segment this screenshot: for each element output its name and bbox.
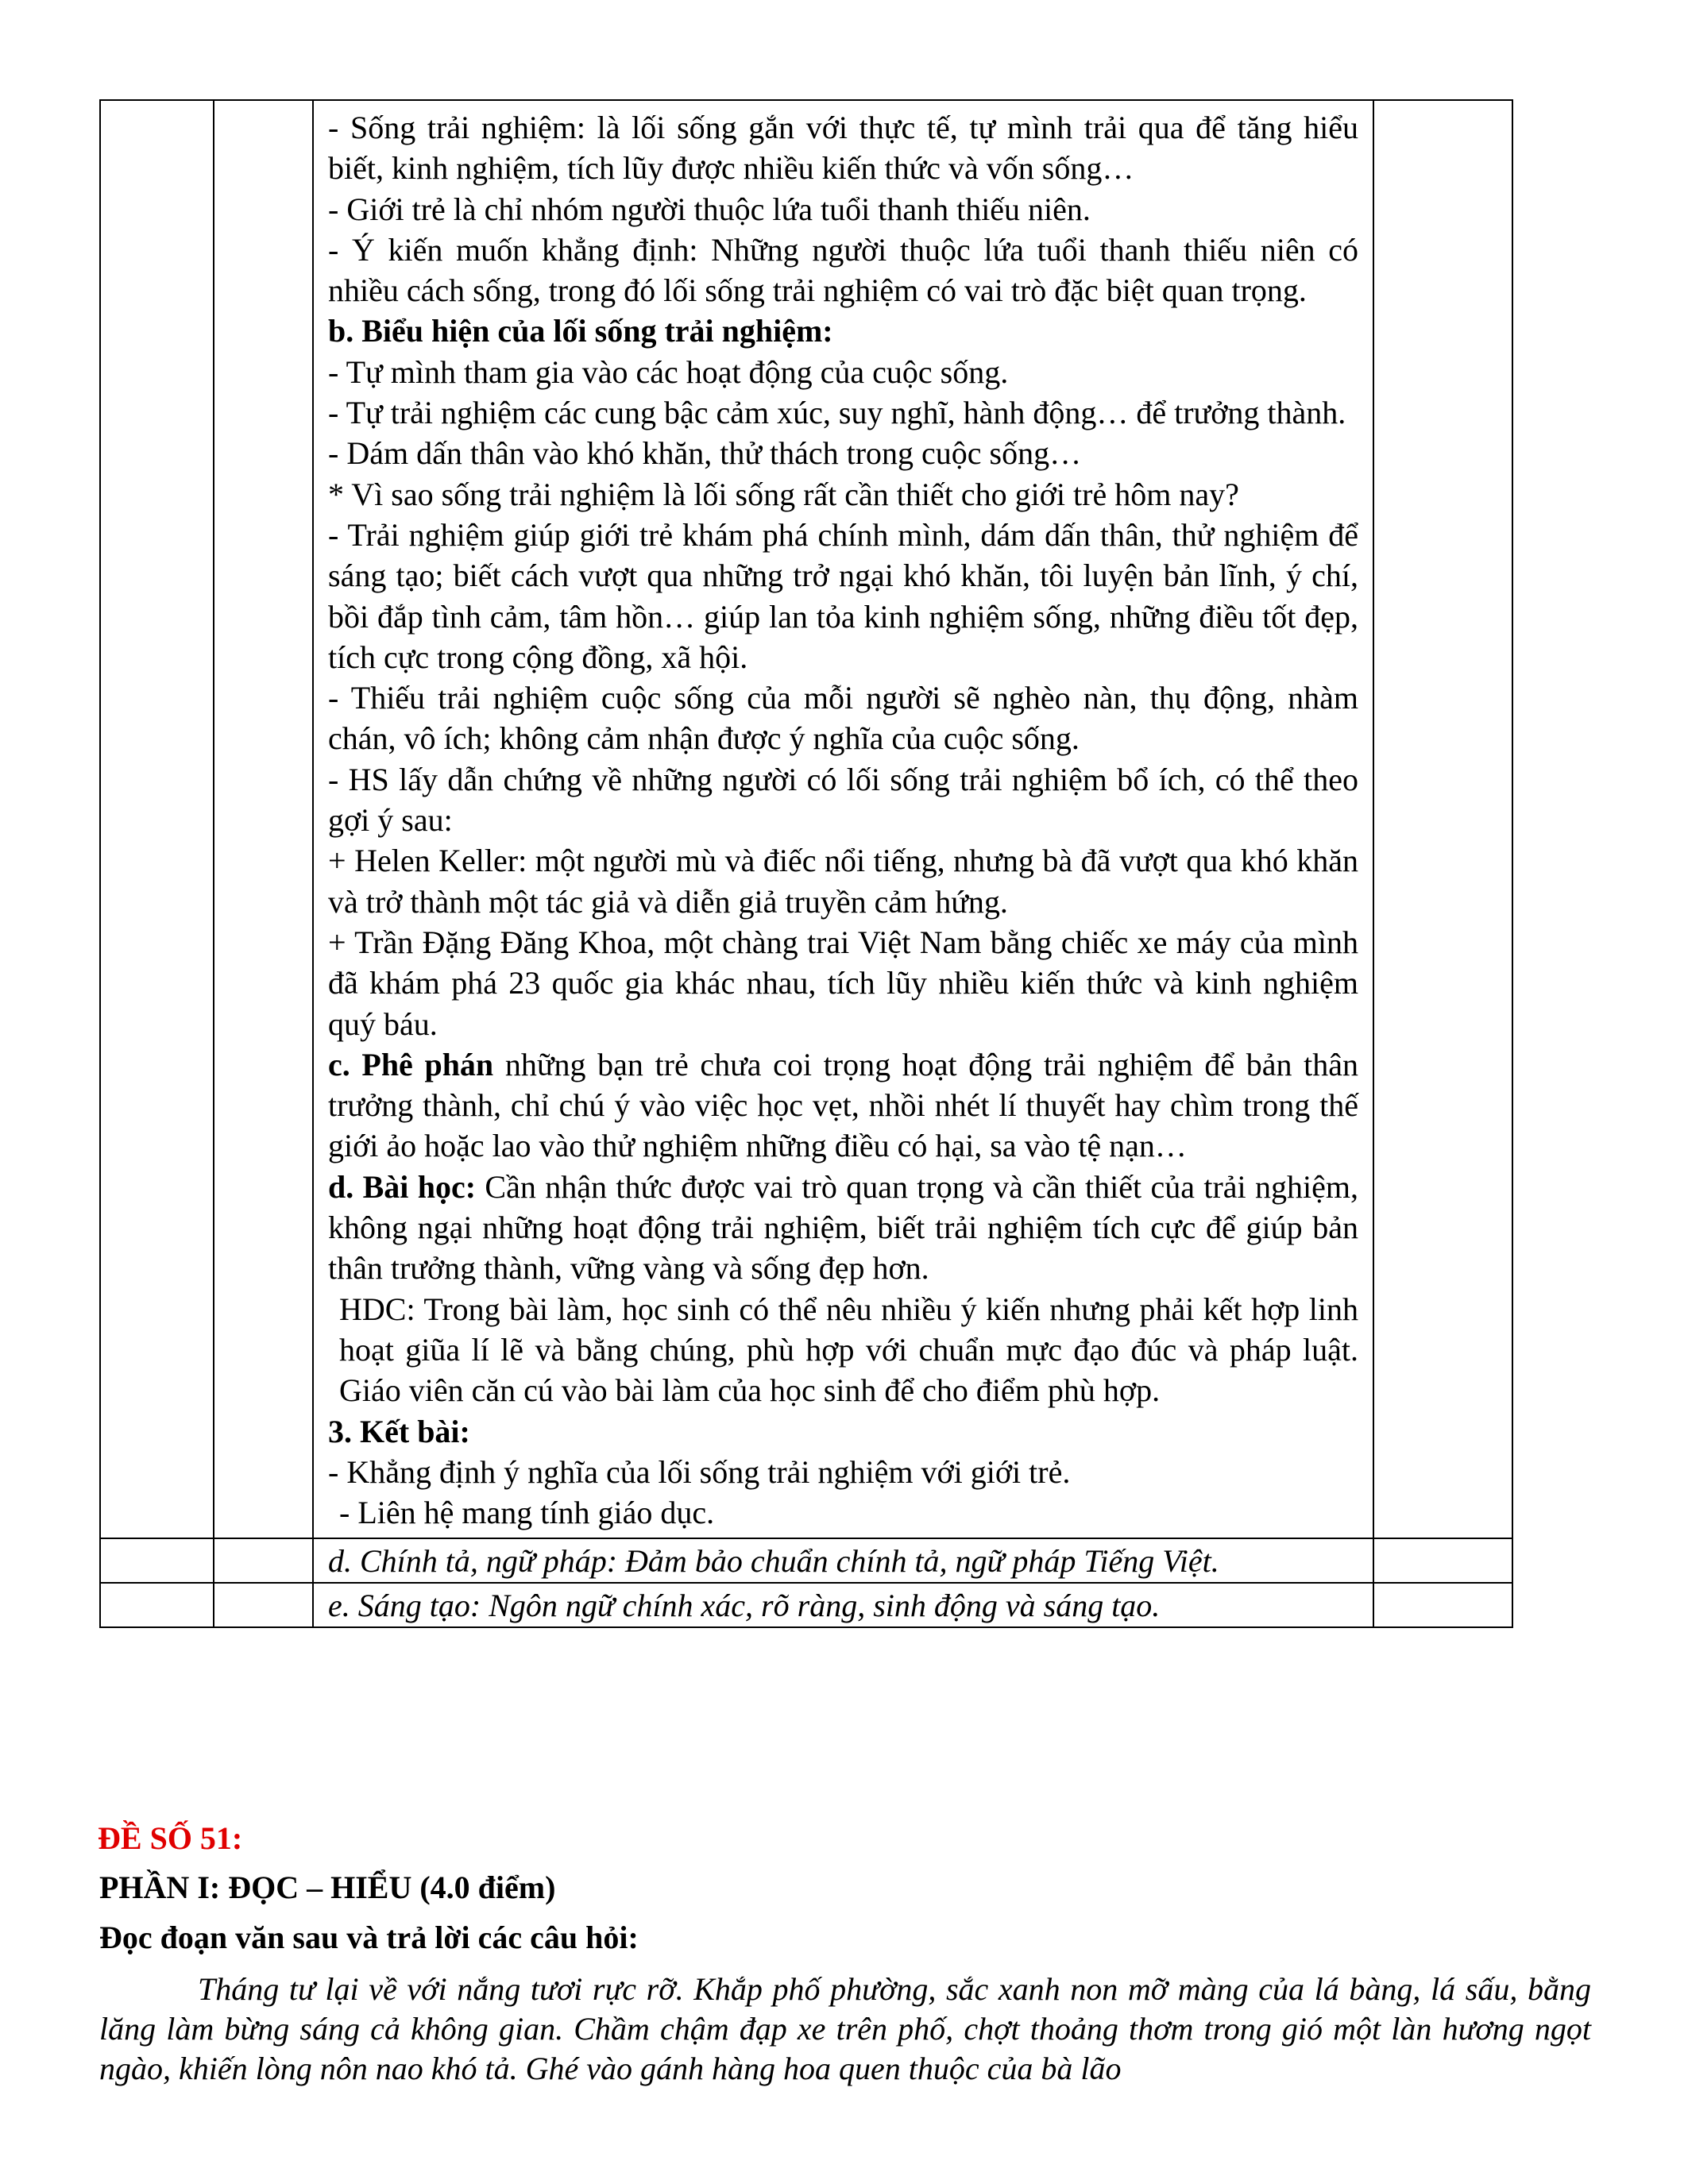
content-line — [328, 1411, 1358, 1452]
content-line-text: những bạn trẻ chưa coi trọng hoạt động trải nghiệm để bản thân trưởng thành, chỉ chú ý vào việc học vẹt, nhồi nhét lí thuyết hay chìm trong thế giới ảo hoặc lao vào thử nghiệm những điều có hại, sa vào tệ nạn… — [328, 1046, 1358, 1164]
content-line-text: * Vì sao sống trải nghiệm là lối sống rất cần thiết cho giới trẻ hôm nay? — [328, 476, 1239, 512]
content-line — [328, 1452, 1358, 1492]
content-line-text: - Thiếu trải nghiệm cuộc sống của mỗi người sẽ nghèo nàn, thụ động, nhàm chán, vô ích; không cảm nhận được ý nghĩa của cuộc sống. — [328, 680, 1358, 757]
content-line — [328, 311, 1358, 351]
criterion-d-cell — [313, 1538, 1373, 1583]
content-line — [328, 1044, 1358, 1167]
table-row — [100, 100, 1512, 1538]
content-line — [328, 433, 1358, 473]
content-line — [328, 515, 1358, 677]
table-cell-empty — [214, 1583, 313, 1627]
content-line-text: - Ý kiến muốn khẳng định: Những người thuộc lứa tuổi thanh thiếu niên có nhiều cách sống, trong đó lối sống trải nghiệm có vai trò đặc biệt quan trọng. — [328, 231, 1358, 309]
table-row — [100, 1538, 1512, 1583]
table-cell-empty — [214, 100, 313, 1538]
content-line-bold: c. Phê phán — [328, 1046, 494, 1082]
instruction-text: Đọc đoạn văn sau và trả lời các câu hỏi: — [99, 1920, 639, 1955]
content-line-bold: 3. Kết bài: — [328, 1413, 470, 1449]
content-line — [328, 1492, 1358, 1533]
content-line-text: - Sống trải nghiệm: là lối sống gắn với thực tế, tự mình trải qua để tăng hiểu biết, kinh nghiệm, tích lũy được nhiều kiến thức và vốn sống… — [328, 110, 1358, 187]
content-line — [328, 1167, 1358, 1289]
content-line-text: Cần nhận thức được vai trò quan trọng và cần thiết của trải nghiệm, không ngại những hoạt động trải nghiệm, biết trải nghiệm tích cực để giúp bản thân trưởng thành, vững vàng và sống đẹp hơn. — [328, 1168, 1359, 1287]
content-line-text: - HS lấy dẫn chứng về những người có lối sống trải nghiệm bổ ích, có thể theo gợi ý sau: — [328, 761, 1358, 839]
content-line — [328, 392, 1358, 433]
content-line-text: - Tự trải nghiệm các cung bậc cảm xúc, suy nghĩ, hành động… để trưởng thành. — [328, 395, 1346, 431]
content-line — [328, 1289, 1358, 1411]
table-cell-empty — [100, 1538, 214, 1583]
content-line-text: - Dám dấn thân vào khó khăn, thử thách trong cuộc sống… — [328, 435, 1082, 472]
content-line-text: - Trải nghiệm giúp giới trẻ khám phá chính mình, dám dấn thân, thử nghiệm để sáng tạo; biết cách vượt qua những trở ngại khó khăn, tôi luyện bản lĩnh, ý chí, bồi đắp tình cảm, tâm hồn… giúp lan tỏa kinh nghiệm sống, những điều tốt đẹp, tích cực trong cộng đồng, xã hội. — [328, 516, 1358, 675]
table-cell-empty — [1373, 100, 1512, 1538]
content-line — [328, 677, 1358, 759]
content-line-text: HDC: Trong bài làm, học sinh có thể nêu nhiều ý kiến nhưng phải kết hợp linh hoạt giũa lí lẽ và bằng chúng, phù hợp với chuẩn mực đạo đúc và pháp luật. Giáo viên căn cú vào bài làm của học sinh để cho điểm phù hợp. — [339, 1291, 1358, 1409]
content-line — [328, 107, 1358, 189]
answer-content-cell — [313, 100, 1373, 1538]
content-line — [328, 922, 1358, 1044]
answer-table — [99, 99, 1513, 1628]
criterion-e-cell — [313, 1583, 1373, 1627]
content-line — [328, 352, 1358, 392]
content-line — [328, 759, 1358, 841]
table-cell-empty — [100, 100, 214, 1538]
content-line-text: - Tự mình tham gia vào các hoạt động của cuộc sống. — [328, 353, 1009, 390]
table-cell-empty — [100, 1583, 214, 1627]
part-heading: PHẦN I: ĐỌC – HIỂU (4.0 điểm) — [99, 1870, 556, 1905]
answer-content — [314, 101, 1373, 1538]
table-cell-empty — [1373, 1583, 1512, 1627]
content-line — [328, 840, 1358, 922]
content-line — [328, 230, 1358, 311]
exam-title: ĐỀ SỐ 51: — [98, 1820, 243, 1856]
content-line-text: - Khẳng định ý nghĩa của lối sống trải nghiệm với giới trẻ. — [328, 1453, 1071, 1490]
reading-passage: Tháng tư lại về với nắng tươi rực rỡ. Khắp phố phường, sắc xanh non mỡ màng của lá bàng, lá sấu, bằng lăng làm bừng sáng cả không gian. Chầm chậm đạp xe trên phố, chợt thoảng thơm trong gió một làn hương ngọt ngào, khiến lòng nôn nao khó tả. Ghé vào gánh hàng hoa quen thuộc của bà lão — [99, 1971, 1591, 2086]
table-row — [100, 1583, 1512, 1627]
content-line-text: - Giới trẻ là chỉ nhóm người thuộc lứa tuổi thanh thiếu niên. — [328, 191, 1091, 227]
content-line — [328, 474, 1358, 515]
content-line-text: + Helen Keller: một người mù và điếc nổi tiếng, nhưng bà đã vượt qua khó khăn và trở thành một tác giả và diễn giả truyền cảm hứng. — [328, 843, 1358, 920]
content-line — [328, 189, 1358, 230]
content-line-text: - Liên hệ mang tính giáo dục. — [339, 1495, 715, 1531]
criterion-d-text: d. Chính tả, ngữ pháp: Đảm bảo chuẩn chính tả, ngữ pháp Tiếng Việt. — [328, 1543, 1219, 1580]
content-line-bold: b. Biểu hiện của lối sống trải nghiệm: — [328, 313, 833, 349]
criterion-e-text: e. Sáng tạo: Ngôn ngữ chính xác, rõ ràng, sinh động và sáng tạo. — [328, 1588, 1161, 1624]
content-line-text: + Trần Đặng Đăng Khoa, một chàng trai Việt Nam bằng chiếc xe máy của mình đã khám phá 23 quốc gia khác nhau, tích lũy nhiều kiến thức và kinh nghiệm quý báu. — [328, 924, 1358, 1042]
table-cell-empty — [1373, 1538, 1512, 1583]
table-cell-empty — [214, 1538, 313, 1583]
content-line-bold: d. Bài học: — [328, 1168, 477, 1205]
